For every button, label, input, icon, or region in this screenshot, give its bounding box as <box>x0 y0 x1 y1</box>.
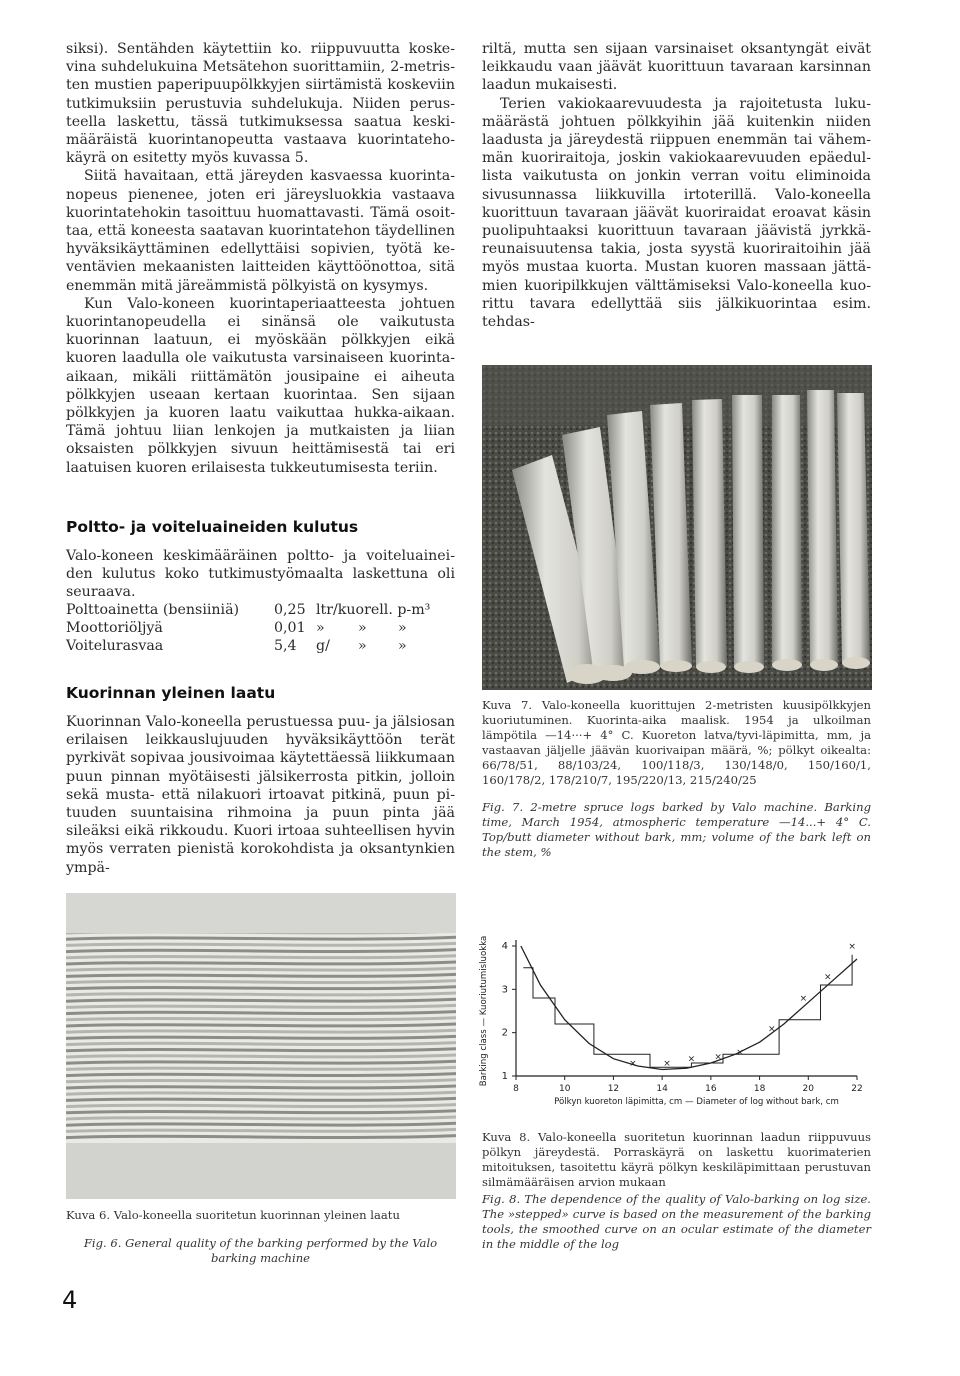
table-cell: » <box>316 620 325 637</box>
table-cell: » <box>398 638 407 655</box>
log-texture-line <box>66 974 456 976</box>
stepped-curve <box>523 955 852 1068</box>
fig8-caption-english: Fig. 8. The dependence of the quality of Valo-barking on log size. The »stepped» curve is based on the measurement of the barking tools, the smoothed curve on an ocular estimate of the diameter in the middle of the log <box>482 1192 871 1251</box>
paragraph: Kun Valo-koneen kuorintaperiaatteesta johtuen kuorintanopeudella ei sinänsä ole vaikutusta kuorinnan laatuun, ei myöskään pölkkyjen eikä kuoren laadulla ole vaikutusta varsinaiseen kuorinta-aikaan, mikäli riittämätön jousipaine ei aiheuta pölkkyjen useaan kertaan kuorintaa. Sen sijaan pölkkyjen ja kuoren laatu vaikuttaa hukka-aikaan. Tämä johtuu liian lenkojen ja mutkaisten ja liian oksaisten pölkkyjen sivuun heittämisestä tai eri laatuisen kuoren erilaisesta tukkeutumisesta teriin. <box>66 295 455 476</box>
log-texture-line <box>66 1061 456 1063</box>
y-tick-label: 3 <box>501 984 508 996</box>
observation-point: × <box>629 1059 637 1069</box>
log-texture-line <box>66 1012 456 1014</box>
log-stack-photo <box>66 893 456 1199</box>
log-texture-line <box>66 1098 456 1100</box>
log-texture-line <box>66 1036 456 1038</box>
log-texture-line <box>66 1074 456 1076</box>
table-row <box>66 601 430 619</box>
log-texture-line <box>66 1105 456 1107</box>
log-texture-line <box>66 950 456 952</box>
log-texture-line <box>66 1055 456 1057</box>
fig8-caption-finnish: Kuva 8. Valo-koneella suoritetun kuorinnan laadun riippuvuus pölkyn järeydestä. Porraskäyrä on laskettu kuorimaterien mitoituksen, tasoitettu käyrä pölkyn keskiläpimittaan perustuvan silmämääräisen arvion mukaan <box>482 1130 871 1189</box>
table-cell: » <box>358 620 367 637</box>
observation-point: × <box>663 1059 671 1069</box>
barking-quality-chart <box>472 928 872 1128</box>
observation-point: × <box>799 994 808 1004</box>
y-axis-label: Barking class — Kuoriutumisluokka <box>479 935 489 1087</box>
y-tick-label: 2 <box>501 1027 508 1039</box>
logs-photo <box>482 365 872 690</box>
table-cell: g/ <box>316 638 330 655</box>
logs-photo-illustration <box>482 365 872 690</box>
log-texture-line <box>66 1067 456 1069</box>
y-tick-label: 1 <box>501 1071 508 1082</box>
x-tick-label: 18 <box>753 1084 766 1094</box>
fig7-caption-english: Fig. 7. 2-metre spruce logs barked by Valo machine. Barking time, March 1954, atmospheric temperature —14...+ 4° C. Top/butt diameter without bark, mm; volume of the bark left on the stem, % <box>482 800 871 859</box>
smoothed-curve <box>521 946 857 1070</box>
log-texture-line <box>66 968 456 970</box>
log-texture-line <box>66 1111 456 1113</box>
log-texture-line <box>66 1117 456 1119</box>
log-texture-line <box>66 1005 456 1007</box>
log-texture-line <box>66 999 456 1001</box>
log-texture-line <box>66 1049 456 1051</box>
right-column-text <box>482 40 871 331</box>
table-cell: 0,25 <box>274 602 306 618</box>
log-texture-line <box>66 1123 456 1125</box>
log-texture-line <box>66 943 456 945</box>
page-number: 4 <box>62 1286 78 1314</box>
log-texture-line <box>66 987 456 989</box>
fig6-caption-english: Fig. 6. General quality of the barking performed by the Valo barking machine <box>83 1236 438 1265</box>
log-texture-line <box>66 1080 456 1082</box>
paragraph: Siitä havaitaan, että järeyden kasvaessa kuorintanopeus pienenee, joten eri järeysluokkia vastaava kuorintatehokin tasoittuu huomattavasti. Tämä osoittaa, että koneesta saatavan kuorintatehon täydellinen hyväksikäyttäminen edellyttäisi sopivien, työtä keventävien mekaanisten laitteiden käyttöönottoa, sitä enemmän mitä järeämmistä pölkyistä on kysymys. <box>66 168 455 294</box>
log-texture-line <box>66 962 456 964</box>
log-texture-line <box>66 1024 456 1026</box>
log-texture-line <box>66 981 456 983</box>
log-texture-line <box>66 1092 456 1094</box>
table-cell: ltr/kuorell. p-m³ <box>316 602 431 618</box>
paragraph: riltä, mutta sen sijaan varsinaiset oksantyngät eivät leikkaudu vaan jäävät kuorittuun tavaraan karsinnan laadun mukaisesti. <box>482 41 871 94</box>
paragraph: Terien vakiokaarevuudesta ja rajoitetusta lukumäärästä johtuen pölkkyihin jää kuitenkin niiden laadusta ja järeydestä riippuen enemmän tai vähemmän kuoriraitoja, joskin vakiokaarevuuden epäedullista vaikutusta on jonkin verran voitu eliminoida sivusunnassa liikkuvilla irtoterillä. Valo-koneella kuorittuun tavaraan jäävät kuoriraidat eroavat käsin puolipuhtaaksi kuorittuun tavaraan jäävistä jyrkkäreunaisuutensa takia, josta syystä kuoriraitoihin jää myös mustaa kuorta. Mustan kuoren massaan jättämien kuoripilkkujen välttämiseksi Valo-koneella kuorittu tavara edellyttää siis jälkikuorintaa esim. tehdas- <box>482 95 871 331</box>
section-heading-barking-quality: Kuorinnan yleinen laatu <box>66 684 276 702</box>
table-cell: Voitelurasvaa <box>66 638 164 655</box>
section-heading-fuel: Poltto- ja voiteluaineiden kulutus <box>66 518 359 536</box>
x-tick-label: 10 <box>558 1084 571 1094</box>
barking-quality-text <box>66 713 455 877</box>
chart-svg <box>472 928 872 1128</box>
log-texture-line <box>66 993 456 995</box>
table-cell: » <box>358 638 367 655</box>
x-tick-label: 16 <box>705 1084 717 1094</box>
log-texture-line <box>66 1086 456 1088</box>
log-texture-line <box>66 1030 456 1032</box>
y-tick-label: 4 <box>501 941 508 952</box>
log-stack-illustration <box>66 893 456 1199</box>
fig7-caption-finnish: Kuva 7. Valo-koneella kuorittujen 2-metristen kuusipölkkyjen kuoriutuminen. Kuorinta-aika maalisk. 1954 ja ulkoilman lämpötila —14···+ 4° C. Kuoreton latva/tyvi-läpimitta, mm, ja vastaavan jäljelle jäävän kuorivaipan määrä, %; pölkyt oikealta: 66/78/51, 88/103/24, 100/118/3, 130/148/0, 150/160/1, 160/178/2, 178/210/7, 195/220/13, 215/240/25 <box>482 698 871 787</box>
table-cell: » <box>398 620 407 637</box>
paragraph: Valo-koneen keskimääräinen poltto- ja voiteluaineiden kulutus koko tutkimustyömaalta laskettuna oli seuraava. <box>66 548 455 601</box>
log-texture-line <box>66 1129 456 1131</box>
log-texture-line <box>66 956 456 958</box>
fig6-caption-finnish: Kuva 6. Valo-koneella suoritetun kuorinnan yleinen laatu <box>66 1208 400 1222</box>
fuel-intro-text <box>66 547 455 602</box>
table-cell: 0,01 <box>274 620 306 637</box>
log-texture-line <box>66 1018 456 1020</box>
table-cell: 5,4 <box>274 638 297 655</box>
x-tick-label: 20 <box>802 1084 815 1094</box>
paragraph: Kuorinnan Valo-koneella perustuessa puu- ja jälsiosan erilaisen leikkauslujuuden hyväksikäyttöön terät pyrkivät sopivaa jousivoimaa käytettäessä liikkumaan puun pinnan myötäisesti jälsikerrosta pitkin, jolloin sekä musta- että nilakuori irtoavat pitkinä, puun pituuden suuntaisina rihmoina ja puun pinta jää sileäksi eikä rikkoudu. Kuori irtoaa suhteellisen hyvin myös verraten pienistä korokohdista ja oksantynkien ympä- <box>66 714 455 876</box>
x-tick-label: 8 <box>513 1084 519 1094</box>
log-texture-line <box>66 1043 456 1045</box>
table-row <box>66 637 430 655</box>
x-tick-label: 12 <box>607 1084 620 1094</box>
observation-point: × <box>687 1054 696 1065</box>
observation-point: × <box>767 1024 776 1035</box>
x-axis-label: Pölkyn kuoreton läpimitta, cm — Diameter of log without bark, cm <box>554 1097 839 1107</box>
observation-point: × <box>848 942 856 952</box>
left-column-text <box>66 40 455 477</box>
x-tick-label: 14 <box>656 1084 668 1094</box>
log-texture-line <box>66 1136 456 1138</box>
log-texture-line <box>66 937 456 939</box>
table-cell: Moottoriöljyä <box>66 620 163 637</box>
table-cell: Polttoainetta (bensiiniä) <box>66 602 240 618</box>
fuel-consumption-table <box>66 601 430 656</box>
paragraph: siksi). Sentähden käytettiin ko. riippuvuutta koskevina suhdelukuina Metsätehon suorittamiin, 2-metristen mustien paperipuupölkkyjen siirtämistä koskeviin tutkimuksiin perustuvia suhdelukuja. Niiden perusteella laskettu, tässä tutkimuksessa saatua keskimääräistä kuorintanopeutta vastaava kuorintatehokäyrä on esitetty myös kuvassa 5. <box>66 41 455 167</box>
observation-point: × <box>823 972 832 983</box>
x-tick-label: 22 <box>851 1084 863 1094</box>
observation-point: × <box>736 1048 744 1059</box>
table-row <box>66 619 430 637</box>
observation-point: × <box>714 1052 722 1063</box>
